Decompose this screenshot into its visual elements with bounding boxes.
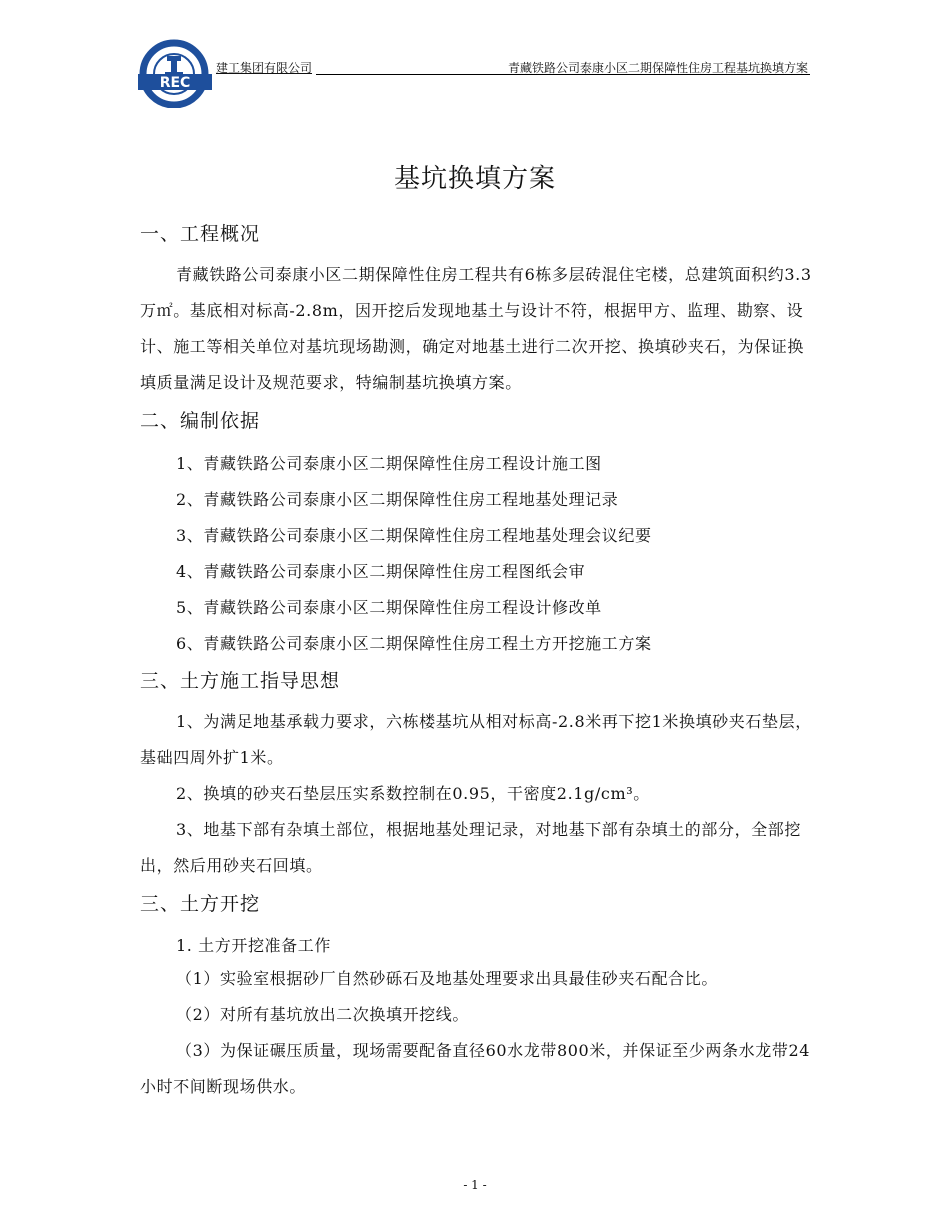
page-header [138,52,810,91]
basis-item: 2、青藏铁路公司泰康小区二期保障性住房工程地基处理记录 [176,490,619,509]
excavation-subheading: 1. 土方开挖准备工作 [176,936,331,955]
header-doc-title: 青藏铁路公司泰康小区二期保障性住房工程基坑换填方案 [507,61,808,75]
guidance-paragraph: 2、换填的砂夹石垫层压实系数控制在0.95，干密度2.1g/cm³。 [176,784,650,803]
section-heading-overview: 一、工程概况 [140,223,261,245]
guidance-paragraph: 1、为满足地基承载力要求，六栋楼基坑从相对标高-2.8米再下挖1米换填砂夹石垫层，基础四周外扩1米。 [140,712,812,767]
excavation-item: （2）对所有基坑放出二次换填开挖线。 [176,1005,469,1024]
basis-item: 1、青藏铁路公司泰康小区二期保障性住房工程设计施工图 [176,454,602,473]
basis-item: 4、青藏铁路公司泰康小区二期保障性住房工程图纸会审 [176,562,586,581]
company-logo-icon [134,38,218,108]
guidance-paragraph: 3、地基下部有杂填土部位，根据地基处理记录，对地基下部有杂填土的部分，全部挖出，然后用砂夹石回填。 [140,820,801,875]
overview-paragraph: 青藏铁路公司泰康小区二期保障性住房工程共有6栋多层砖混住宅楼，总建筑面积约3.3万㎡。基底相对标高-2.8m，因开挖后发现地基土与设计不符，根据甲方、监理、勘察、设计、施工等相关单位对基坑现场勘测，确定对地基土进行二次开挖、换填砂夹石，为保证换填质量满足设计及规范要求，特编制基坑换填方案。 [140,265,812,392]
header-rule [316,74,810,75]
header-company: 建工集团有限公司 [216,61,313,75]
section-heading-excavation: 三、土方开挖 [140,893,261,915]
basis-item: 3、青藏铁路公司泰康小区二期保障性住房工程地基处理会议纪要 [176,526,652,545]
excavation-item: （3）为保证碾压质量，现场需要配备直径60水龙带800米，并保证至少两条水龙带24小时不间断现场供水。 [140,1041,811,1096]
excavation-item: （1）实验室根据砂厂自然砂砾石及地基处理要求出具最佳砂夹石配合比。 [176,969,718,988]
logo-text: REC [159,75,191,91]
section-heading-basis: 二、编制依据 [140,410,261,432]
document-title: 基坑换填方案 [393,164,556,194]
section-heading-guidance: 三、土方施工指导思想 [140,670,341,692]
basis-item: 5、青藏铁路公司泰康小区二期保障性住房工程设计修改单 [176,598,602,617]
page-number: - 1 - [463,1178,487,1192]
basis-item: 6、青藏铁路公司泰康小区二期保障性住房工程土方开挖施工方案 [176,634,652,653]
